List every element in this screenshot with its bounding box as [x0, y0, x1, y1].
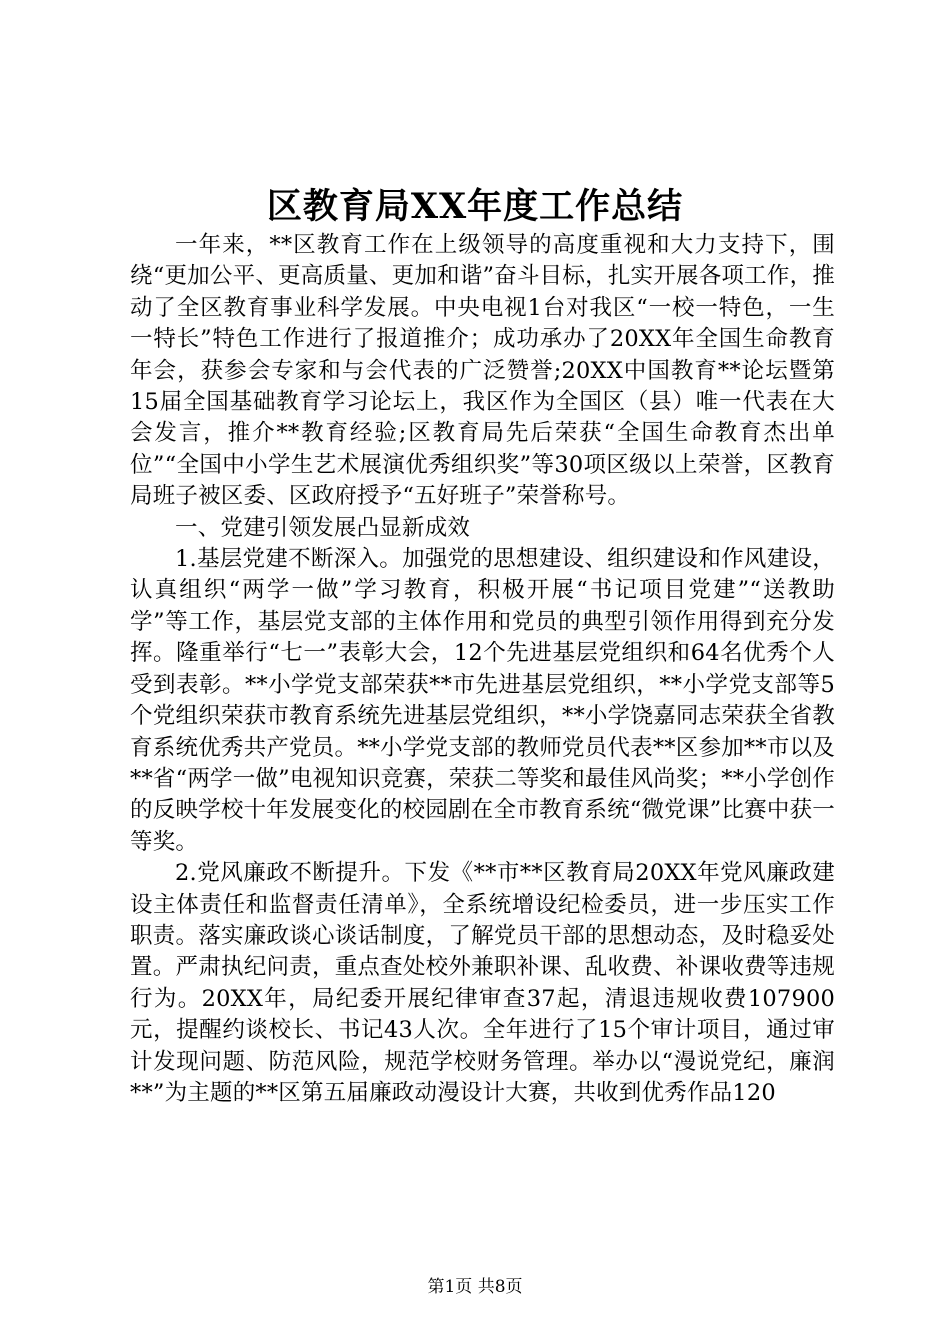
paragraph-integrity-building: 2.党风廉政不断提升。下发《**市**区教育局20XX年党风廉政建设主体责任和监督责任清单》，全系统增设纪检委员，进一步压实工作职责。落实廉政谈心谈话制度，了解党员干部的思想动态，及时稳妥处置。严肃执纪问责，重点查处校外兼职补课、乱收费、补课收费等违规行为。20XX年，局纪委开展纪律审查37起，清退违规收费107900元，提醒约谈校长、书记43人次。全年进行了15个审计项目，通过审计发现问题、防范风险，规范学校财务管理。举办以“漫说党纪，廉润**”为主题的**区第五届廉政动漫设计大赛，共收到优秀作品120 — [130, 860, 835, 1106]
document-title: 区教育局XX年度工作总结 — [266, 186, 684, 227]
section-heading-party-building: 一、党建引领发展凸显新成效 — [175, 514, 471, 541]
document-body — [130, 230, 835, 1109]
intro-paragraph: 一年来，**区教育工作在上级领导的高度重视和大力支持下，围绕“更加公平、更高质量、更加和谐”奋斗目标，扎实开展各项工作，推动了全区教育事业科学发展。中央电视1台对我区“一校一特色，一生一特长”特色工作进行了报道推介；成功承办了20XX年全国生命教育年会，获参会专家和与会代表的广泛赞誉;20XX中国教育**论坛暨第15届全国基础教育学习论坛上，我区作为全国区（县）唯一代表在大会发言，推介**教育经验;区教育局先后荣获“全国生命教育杰出单位”“全国中小学生艺术展演优秀组织奖”等30项区级以上荣誉，区教育局班子被区委、区政府授予“五好班子”荣誉称号。 — [130, 232, 835, 510]
page-number-footer: 第1页 共8页 — [427, 1277, 523, 1297]
paragraph-grassroots-party-building: 1.基层党建不断深入。加强党的思想建设、组织建设和作风建设，认真组织“两学一做”学习教育，积极开展“书记项目党建”“送教助学”等工作，基层党支部的主体作用和党员的典型引领作用得到充分发挥。隆重举行“七一”表彰大会，12个先进基层党组织和64名优秀个人受到表彰。**小学党支部荣获**市先进基层党组织，**小学党支部等5个党组织荣获市教育系统先进基层党组织，**小学饶嘉同志荣获全省教育系统优秀共产党员。**小学党支部的教师党员代表**区参加**市以及**省“两学一做”电视知识竞赛，荣获二等奖和最佳风尚奖；**小学创作的反映学校十年发展变化的校园剧在全市教育系统“微党课”比赛中获一等奖。 — [130, 546, 835, 855]
